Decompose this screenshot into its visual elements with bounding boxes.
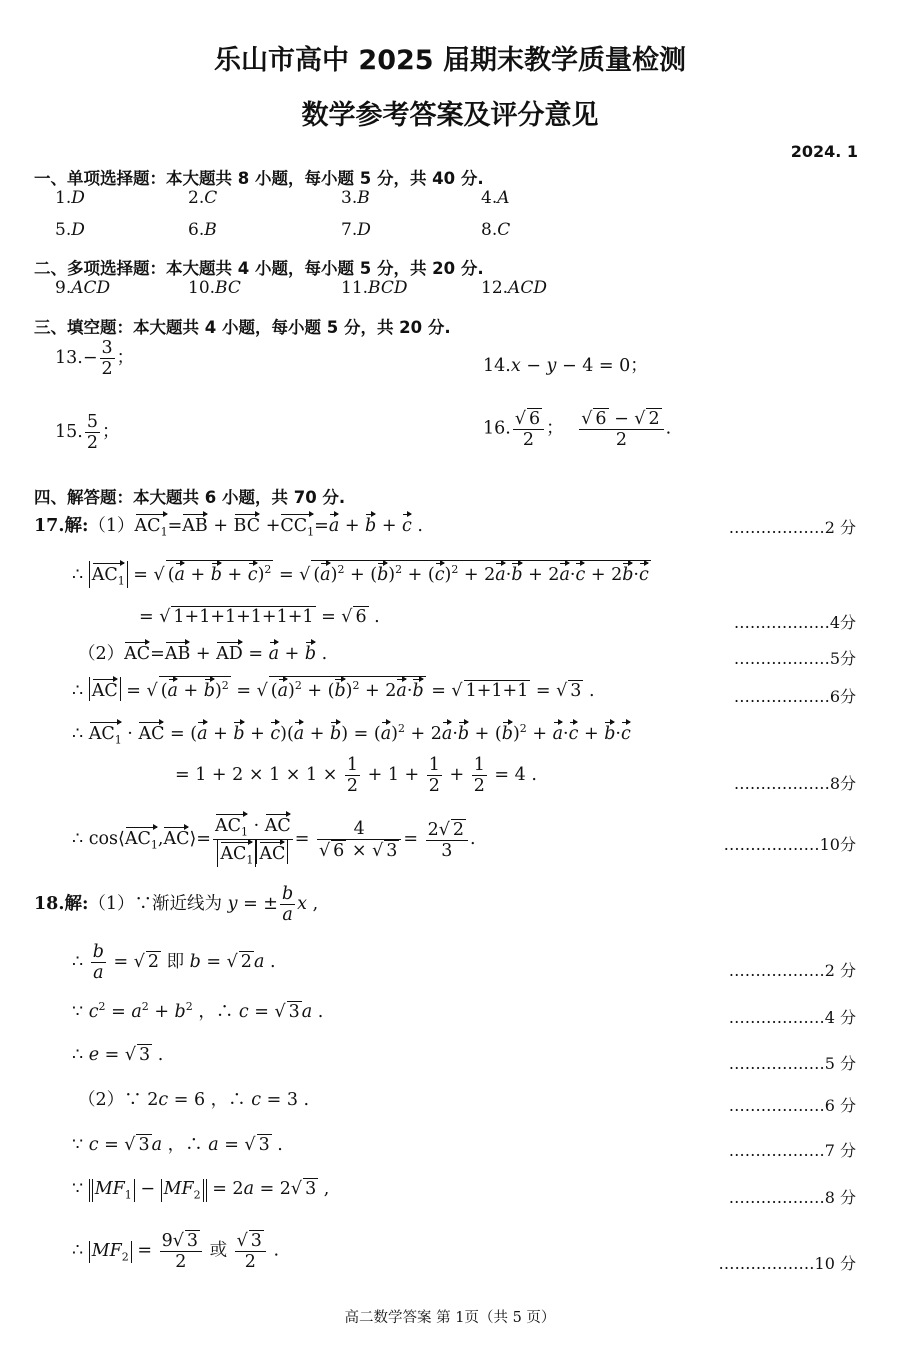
score-18-6: ………………8 分: [728, 1188, 856, 1207]
q18-line6: ∵ c = √ 3 a ，∴ a = √ 3 .: [72, 1135, 283, 1155]
score-18-7: ………………10 分: [718, 1254, 856, 1273]
answer-10: 10.BC: [188, 278, 241, 298]
score-18-3: ………………5 分: [728, 1054, 856, 1073]
score-17-4: ………………6分: [733, 687, 856, 706]
answer-4: 4.A: [481, 188, 510, 208]
answer-7: 7.D: [341, 220, 371, 240]
date: 2024. 1: [790, 142, 858, 161]
q17-line8: ∴ $\cos⟨AC_1,AC⟩=$ $\frac{AC_1 \cdot AC}{AC_1 AC}$ = $\frac{4}{√ 6 \times √ 3}$ = $\frac{2√ 2}{3}$ .: [72, 812, 476, 867]
score-17-3: ………………5分: [733, 649, 856, 668]
answer-8: 8.C: [481, 220, 511, 240]
q17-line1: 17.解$:(1)AC_1=AB$ + BC $+CC_1=a + b + c$ .: [34, 512, 423, 539]
q18-line3: ∵ $c^2 = a^2 + b^2$ ，∴ c = √ 3 a .: [72, 1000, 324, 1022]
q18-line2: ∴ $\frac{b}{a}$ = √ 2 即 b = √ 2 a .: [72, 942, 276, 984]
title-line1: 乐山市高中 2025 届期末教学质量检测: [214, 45, 686, 76]
score-17-1: ………………2 分: [728, 518, 856, 537]
score-17-2: ………………4分: [733, 613, 856, 632]
score-18-5: ………………7 分: [728, 1141, 856, 1160]
answer-5: 5.D: [55, 220, 85, 240]
section2-heading: 二、多项选择题：本大题共 4 小题，每小题 5 分，共 20 分.: [34, 259, 484, 278]
title-line2: 数学参考答案及评分意见: [301, 100, 599, 131]
answer-1: 1.D: [55, 188, 85, 208]
score-17-5: ………………8分: [733, 774, 856, 793]
score-18-1: ………………2 分: [728, 961, 856, 980]
page-footer: 高二数学答案 第 1页（共 5 页）: [344, 1310, 556, 1326]
q17-line6: ∴ $AC_1$ · AC = $(a + b + c)(a + b) = (a)^2 + 2a\cdot b + (b)^2 + a\cdot c + b\cdot c$: [72, 720, 631, 747]
score-18-2: ………………4 分: [728, 1008, 856, 1027]
q18-line4: ∴ e = √ 3 .: [72, 1045, 164, 1065]
q17-line4: （2）AC=AB + AD = a + b .: [78, 640, 327, 665]
q18-line8: ∴ $MF_2$ = $\frac{9√ 3}{2}$ 或 $\frac{√ 3}{2}$ .: [72, 1231, 280, 1273]
answer-16: 16. $\frac{√ 6}{2}$ ； $\frac{√ 6 - √ 2}{2}$ .: [483, 409, 672, 451]
score-17-6: ………………10分: [723, 835, 856, 854]
answer-12: 12.ACD: [481, 278, 547, 298]
answer-13: 13.− $\frac{3}{2}$ ；: [55, 338, 135, 380]
answer-11: 11.BCD: [341, 278, 408, 298]
answer-15: 15. $\frac{5}{2}$ ；: [55, 412, 120, 454]
section1-heading: 一、单项选择题：本大题共 8 小题，每小题 5 分，共 40 分.: [34, 169, 484, 188]
answer-14: 14.x − y − 4 = 0；: [483, 356, 648, 376]
answer-2: 2.C: [188, 188, 218, 208]
q18-line1: 18.解:（1）∵渐近线为 y = ± $\frac{b}{a}$ x ,: [34, 884, 319, 926]
section3-heading: 三、填空题：本大题共 4 小题，每小题 5 分，共 20 分.: [34, 318, 451, 337]
q17-line3: = √ 1+1+1+1+1+1 = √ 6 .: [139, 607, 380, 627]
answer-6: 6.B: [188, 220, 217, 240]
score-18-4: ………………6 分: [728, 1096, 856, 1115]
q17-line5: ∴ AC = √ $(a + b)^2$ = √ $(a)^2 + (b)^2 + 2a\cdot b$ = √ 1+1+1 = √ 3 .: [72, 676, 595, 701]
q17-line7: = 1 + 2 × 1 × 1 × $\frac{1}{2}$ + 1 + $\frac{1}{2}$ + $\frac{1}{2}$ = 4 .: [175, 755, 537, 797]
q18-line5: （2）∵ 2c = 6 ，∴ c = 3 .: [78, 1090, 310, 1110]
q17-line2: ∴ $AC_1$ = √ $(a + b + c)^2$ = √ $(a)^2 + (b)^2 + (c)^2 + 2a\cdot b + 2a\cdot c + 2b\cdot c$: [72, 560, 651, 588]
answer-9: 9.ACD: [55, 278, 111, 298]
section4-heading: 四、解答题：本大题共 6 小题，共 70 分.: [34, 488, 346, 507]
q18-line7: ∵ $MF_1 - MF_2 = 2a = 2√$ 3 ,: [72, 1179, 330, 1202]
answer-3: 3.B: [341, 188, 370, 208]
